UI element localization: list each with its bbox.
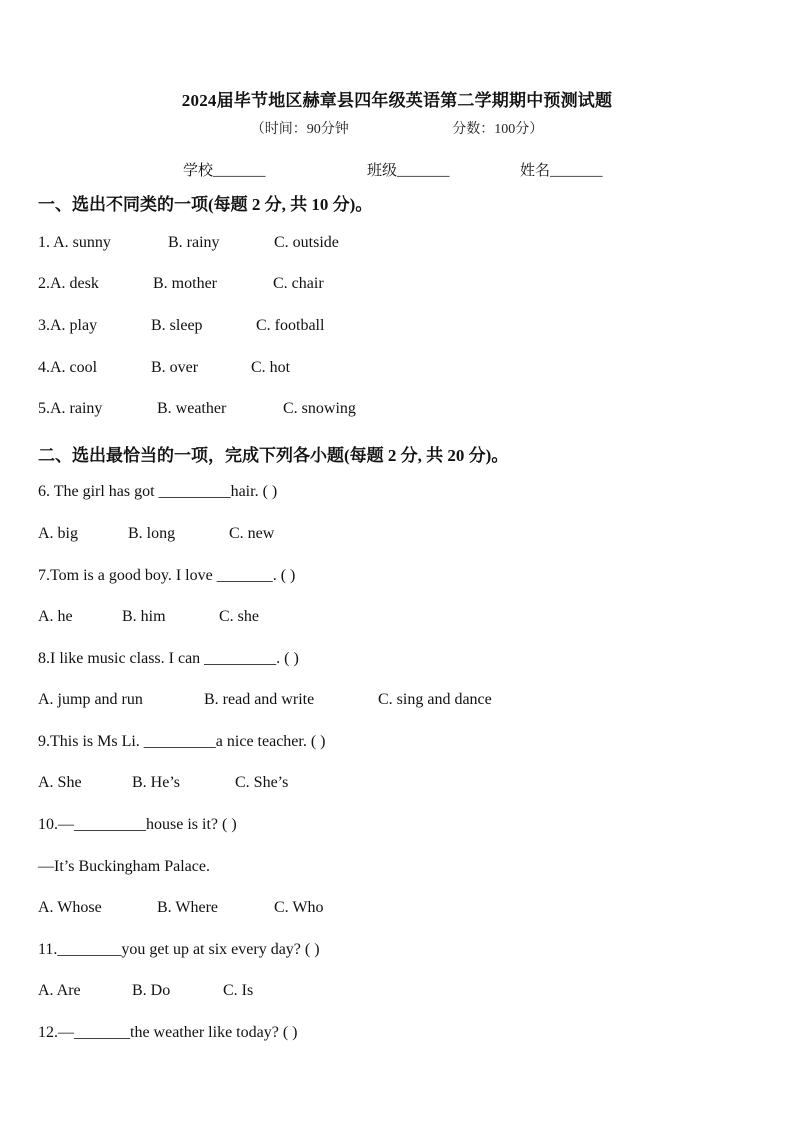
option-c: C. Who [274, 899, 324, 916]
exam-score: 分数：100分） [452, 122, 544, 137]
option-a: 3.A. play [38, 317, 98, 334]
name-field: 姓名_______ [520, 163, 603, 179]
option-b: B. over [151, 359, 199, 376]
option-a: A. jump and run [38, 691, 143, 708]
question-11-stem: 11.________you get up at six every day? ( ) [38, 941, 320, 958]
option-b: B. Do [132, 982, 171, 999]
option-c: C. hot [251, 359, 291, 376]
option-c: C. outside [274, 234, 339, 251]
option-b: B. weather [157, 400, 227, 417]
option-c: C. sing and dance [378, 691, 492, 708]
exam-meta [0, 118, 794, 138]
option-c: C. snowing [283, 400, 356, 417]
option-b: B. long [128, 525, 176, 542]
question-10-reply: —It’s Buckingham Palace. [38, 858, 210, 875]
option-c: C. football [256, 317, 325, 334]
option-c: C. She’s [235, 774, 289, 791]
question-4 [38, 359, 290, 377]
question-9-stem: 9.This is Ms Li. _________a nice teacher. ( ) [38, 733, 326, 750]
question-1 [38, 234, 339, 252]
option-b: B. mother [153, 275, 217, 292]
school-field: 学校_______ [183, 163, 266, 179]
option-a: 1. A. sunny [38, 234, 111, 251]
question-7-options [38, 608, 259, 626]
question-6-stem: 6. The girl has got _________hair. ( ) [38, 483, 278, 500]
question-6-options [38, 525, 274, 543]
option-c: C. she [219, 608, 259, 625]
option-a: A. he [38, 608, 73, 625]
section-1-heading: 一、选出不同类的一项(每题 2 分, 共 10 分)。 [38, 195, 373, 214]
question-10-stem: 10.—_________house is it? ( ) [38, 816, 237, 833]
option-b: B. Where [157, 899, 219, 916]
option-a: A. She [38, 774, 82, 791]
option-b: B. rainy [168, 234, 220, 251]
question-12-stem: 12.—_______the weather like today? ( ) [38, 1024, 298, 1041]
option-c: C. new [229, 525, 275, 542]
question-5 [38, 400, 356, 418]
question-11-options [38, 982, 253, 1000]
option-a: 5.A. rainy [38, 400, 103, 417]
exam-time: （时间：90分钟 [250, 122, 349, 137]
question-9-options [38, 774, 288, 792]
section-2-heading: 二、选出最恰当的一项，完成下列各小题(每题 2 分, 共 20 分)。 [38, 446, 509, 465]
option-a: A. Whose [38, 899, 102, 916]
option-b: B. He’s [132, 774, 180, 791]
option-a: 4.A. cool [38, 359, 98, 376]
question-3 [38, 317, 324, 335]
question-8-options [38, 691, 492, 709]
option-c: C. chair [273, 275, 324, 292]
option-b: B. sleep [151, 317, 203, 334]
question-2 [38, 275, 324, 293]
option-a: A. Are [38, 982, 81, 999]
page-title: 2024届毕节地区赫章县四年级英语第二学期期中预测试题 [181, 91, 613, 110]
option-b: B. him [122, 608, 166, 625]
question-10-options [38, 899, 323, 917]
option-c: C. Is [223, 982, 254, 999]
question-7-stem: 7.Tom is a good boy. I love _______. ( ) [38, 567, 296, 584]
question-8-stem: 8.I like music class. I can _________. ( ) [38, 650, 299, 667]
class-field: 班级_______ [367, 163, 450, 179]
option-b: B. read and write [204, 691, 315, 708]
option-a: 2.A. desk [38, 275, 99, 292]
option-a: A. big [38, 525, 78, 542]
